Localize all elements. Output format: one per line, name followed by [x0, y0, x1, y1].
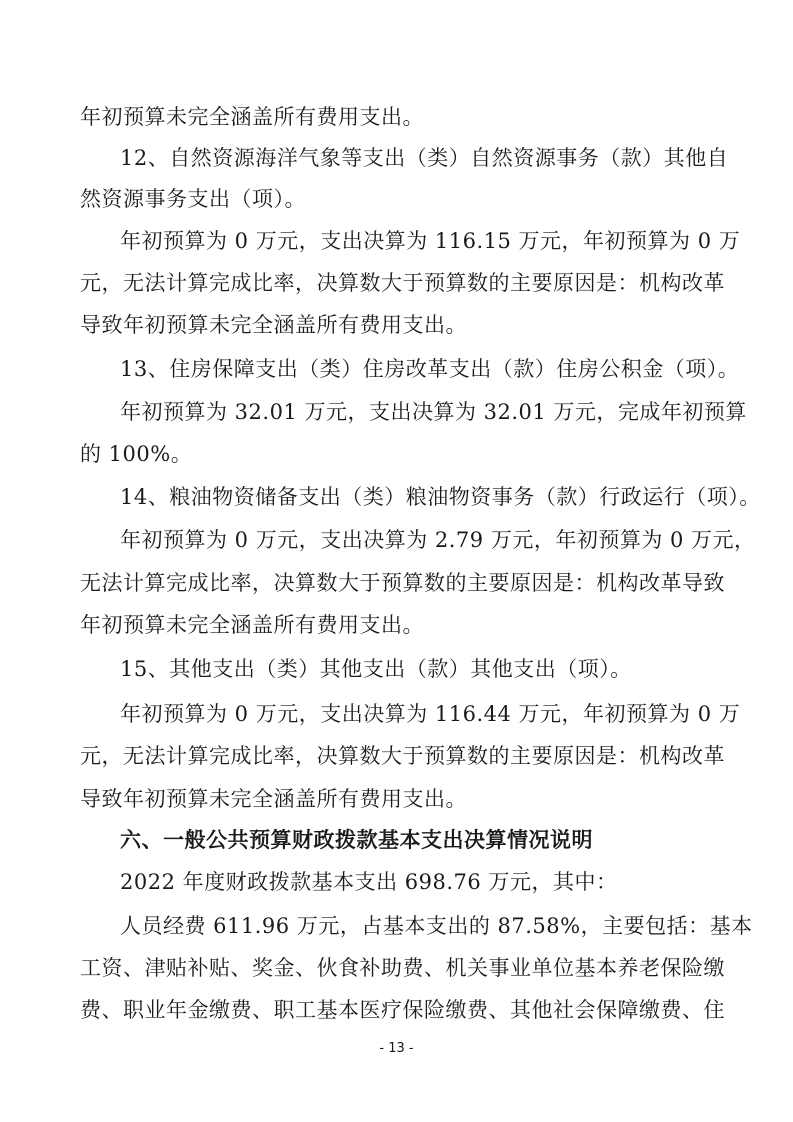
paragraph-line: 无法计算完成比率，决算数大于预算数的主要原因是：机构改革导致 — [80, 571, 725, 595]
paragraph-line: 2022 年度财政拨款基本支出 698.76 万元，其中： — [120, 870, 618, 894]
paragraph-line: 费、职业年金缴费、职工基本医疗保险缴费、其他社会保障缴费、住 — [80, 998, 725, 1022]
paragraph-line: 年初预算未完全涵盖所有费用支出。 — [80, 613, 424, 637]
paragraph-line: 工资、津贴补贴、奖金、伙食补助费、机关事业单位基本养老保险缴 — [80, 956, 725, 980]
section-item-14: 14、粮油物资储备支出（类）粮油物资事务（款）行政运行（项）。 — [120, 485, 761, 509]
page-number: - 13 - — [379, 1041, 414, 1056]
section-heading: 六、一般公共预算财政拨款基本支出决算情况说明 — [120, 828, 593, 852]
paragraph-line: 年初预算为 0 万元，支出决算为 116.15 万元，年初预算为 0 万 — [120, 229, 741, 253]
section-item-15: 15、其他支出（类）其他支出（款）其他支出（项）。 — [120, 657, 632, 681]
paragraph-line: 年初预算为 32.01 万元，支出决算为 32.01 万元，完成年初预算 — [120, 400, 747, 424]
paragraph-line: 年初预算未完全涵盖所有费用支出。 — [80, 105, 424, 129]
paragraph-line: 年初预算为 0 万元，支出决算为 2.79 万元，年初预算为 0 万元， — [120, 528, 756, 552]
paragraph-line: 导致年初预算未完全涵盖所有费用支出。 — [80, 313, 467, 337]
section-item-13: 13、住房保障支出（类）住房改革支出（款）住房公积金（项）。 — [120, 357, 740, 381]
paragraph-line: 然资源事务支出（项）。 — [80, 187, 306, 211]
paragraph-line: 年初预算为 0 万元，支出决算为 116.44 万元，年初预算为 0 万 — [120, 702, 741, 726]
paragraph-line: 人员经费 611.96 万元，占基本支出的 87.58%，主要包括：基本 — [120, 914, 753, 938]
paragraph-line: 的 100%。 — [80, 442, 193, 466]
paragraph-line: 元，无法计算完成比率，决算数大于预算数的主要原因是：机构改革 — [80, 744, 725, 768]
section-item-12: 12、自然资源海洋气象等支出（类）自然资源事务（款）其他自 — [120, 146, 729, 170]
paragraph-line: 元，无法计算完成比率，决算数大于预算数的主要原因是：机构改革 — [80, 271, 725, 295]
paragraph-line: 导致年初预算未完全涵盖所有费用支出。 — [80, 787, 467, 811]
